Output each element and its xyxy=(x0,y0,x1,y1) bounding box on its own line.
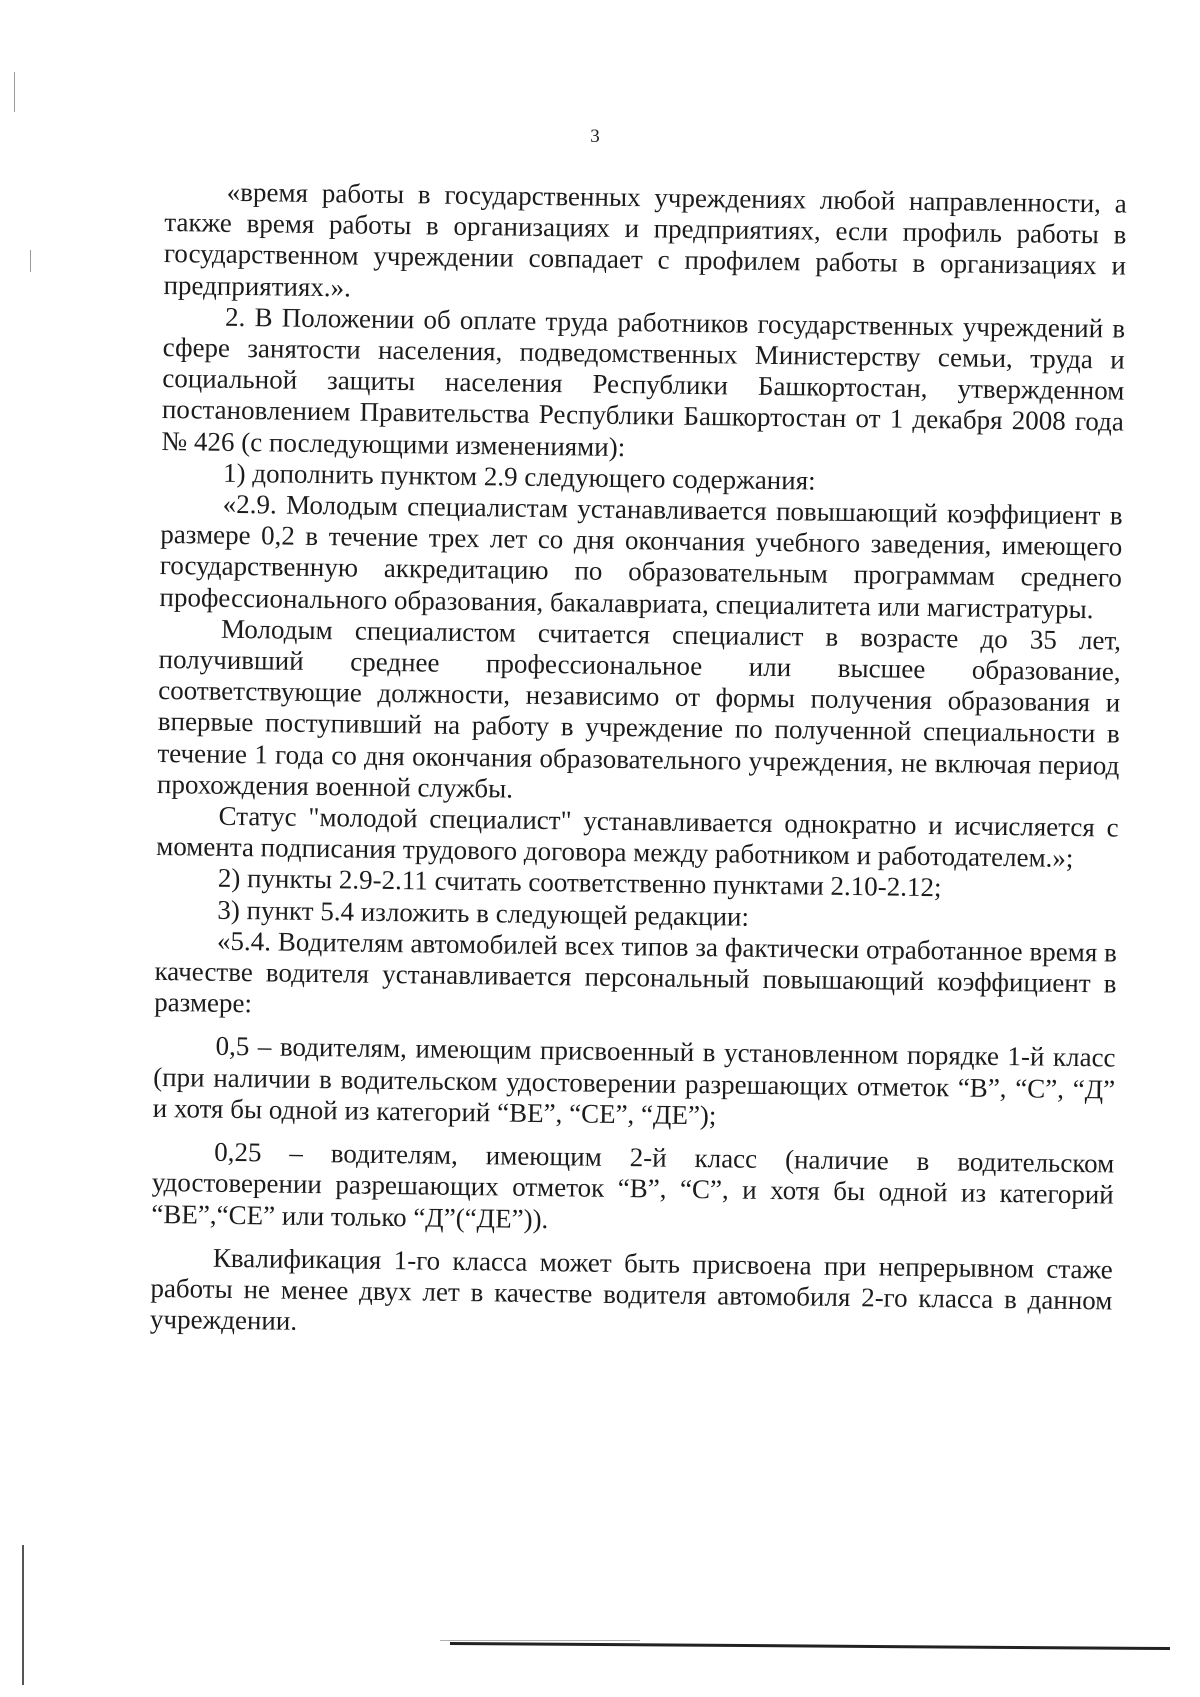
paragraph-qualification: Квалификация 1-го класса может быть присвоена при непрерывном стаже работы не менее двух лет в качестве водителя автомобиля 2-го класса в данном учреждении. xyxy=(149,1242,1113,1336)
scan-edge-mark xyxy=(30,250,31,272)
scan-artifact-line xyxy=(440,1640,640,1641)
paragraph-subitem-2: 2) пункты 2.9-2.11 считать соответственно пунктами 2.10-2.12; xyxy=(217,863,942,903)
paragraph-clause-5-4: «5.4. Водителям автомобилей всех типов за фактически отработанное время в качестве водителя устанавливается персональный повышающий коэффициент в размере: xyxy=(153,925,1118,1019)
paragraph-class-1-coefficient: 0,5 – водителям, имеющим присвоенный в установленном порядке 1-й класс (при наличии в водительском удостоверении разрешающих отметок “В”, “С”, “Д” и хотя бы одной из категорий “ВЕ”, “СЕ”, “ДЕ”); xyxy=(152,1031,1116,1131)
paragraph-subitem-1: 1) дополнить пунктом 2.9 следующего содержания: xyxy=(222,457,816,496)
paragraph-status: Статус "молодой специалист" устанавливается однократно и исчисляется с момента подписания трудового договора между работником и работодателем.»; xyxy=(156,800,1119,874)
paragraph-clause-2-9: «2.9. Молодым специалистам устанавливается повышающий коэффициент в размере 0,2 в течение трех лет со дня окончания учебного заведения, имеющего государственную аккредитацию по образовательным программам среднего профессионального образования, бакалавриата, специалитета или магистратуры. xyxy=(159,488,1123,624)
page-number: 3 xyxy=(590,126,600,147)
scan-edge-mark xyxy=(14,72,15,112)
paragraph-work-time: «время работы в государственных учреждениях любой направленности, а также время работы в организациях и предприятиях, если профиль работы в государственном учреждении совпадает с профилем работы в организациях и предприятиях.». xyxy=(163,176,1127,303)
paragraph-subitem-3: 3) пункт 5.4 изложить в следующей редакции: xyxy=(217,894,750,932)
bottom-rule xyxy=(450,1642,1170,1650)
paragraph-item-2: 2. В Положении об оплате труда работников государственных учреждений в сфере занятости населения, подведомственных Министерству семьи, труда и социальной защиты населения Республики Башкортостан, утвержденном постановлением Правительства Республики Башкортостан от 1 декабря 2008 года № 426 (с последующими изменениями): xyxy=(161,301,1126,462)
scan-edge-mark xyxy=(22,1545,24,1685)
document-body xyxy=(150,176,1127,1348)
paragraph-young-specialist: Молодым специалистом считается специалист в возрасте до 35 лет, получивший среднее профессиональное или высшее образование, соответствующие должности, независимо от формы получения образования и впервые поступивший на работу в учреждение по полученной специальности в течение 1 года со дня окончания образовательного учреждения, не включая период прохождения военной службы. xyxy=(156,613,1122,804)
paragraph-class-2-coefficient: 0,25 – водителям, имеющим 2-й класс (наличие в водительском удостоверении разрешающих отметок “В”, “С”, и хотя бы одной из категорий “ВЕ”,“СЕ” или только “Д”(“ДЕ”)). xyxy=(151,1136,1115,1234)
